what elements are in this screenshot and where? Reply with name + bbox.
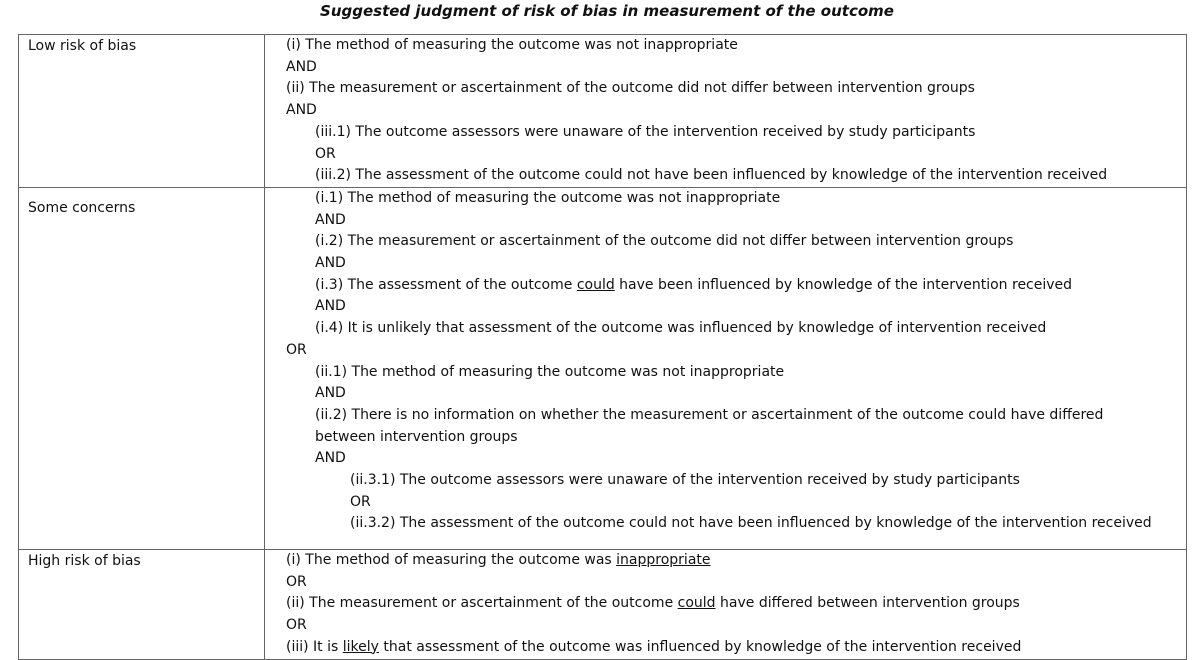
criterion-line: (i.1) The method of measuring the outcome was not inappropriate <box>315 189 781 206</box>
judgment-cell-some-concerns: Some concerns <box>19 187 265 549</box>
criterion-text: (i) The method of measuring the outcome was <box>286 551 617 568</box>
criterion-line <box>265 593 1186 615</box>
criterion-line: (iii.1) The outcome assessors were unaware of the intervention received by study participants <box>315 123 976 140</box>
criterion-line: (ii) The measurement or ascertainment of the outcome did not differ between intervention groups <box>286 80 975 97</box>
connector-line: AND <box>315 450 346 467</box>
connector-line: OR <box>286 341 307 358</box>
emphasis-text: could <box>576 276 615 293</box>
connector-line: AND <box>286 102 317 119</box>
connector-line: AND <box>286 58 317 75</box>
criteria-cell-low-risk <box>265 35 1187 188</box>
emphasis-text: likely <box>342 638 379 655</box>
criterion-line <box>265 637 1186 659</box>
criterion-line: (ii.1) The method of measuring the outcome was not inappropriate <box>315 363 785 380</box>
connector-line: OR <box>286 617 307 634</box>
criterion-text: (i.3) The assessment of the outcome <box>315 276 577 293</box>
connector-line: OR <box>350 493 371 510</box>
connector-line: AND <box>315 385 346 402</box>
risk-of-bias-table <box>18 34 1187 660</box>
criterion-line <box>265 550 1186 572</box>
criterion-line: (i.4) It is unlikely that assessment of the outcome was influenced by knowledge of intervention received <box>315 320 1047 337</box>
criterion-line: (i.2) The measurement or ascertainment of the outcome did not differ between intervention groups <box>315 233 1014 250</box>
emphasis-text: could <box>677 595 716 612</box>
criterion-line: (ii.2) There is no information on whether the measurement or ascertainment of the outcome could have differed between intervention groups <box>315 406 1104 445</box>
connector-line: AND <box>315 298 346 315</box>
criterion-line <box>265 275 1186 297</box>
criteria-cell-high-risk <box>265 549 1187 659</box>
criterion-line: (iii.2) The assessment of the outcome could not have been influenced by knowledge of the intervention received <box>315 167 1108 184</box>
connector-line: AND <box>315 255 346 272</box>
criterion-text: that assessment of the outcome was influenced by knowledge of the intervention received <box>378 638 1022 655</box>
criterion-text: (ii) The measurement or ascertainment of the outcome <box>286 595 678 612</box>
judgment-cell-high-risk: High risk of bias <box>19 549 265 659</box>
connector-line: AND <box>315 211 346 228</box>
judgment-cell-low-risk: Low risk of bias <box>19 35 265 188</box>
criterion-text: have differed between intervention groups <box>715 595 1020 612</box>
page-title: Suggested judgment of risk of bias in measurement of the outcome <box>320 2 894 20</box>
criterion-line: (i) The method of measuring the outcome was not inappropriate <box>286 37 738 53</box>
criterion-line: (ii.3.1) The outcome assessors were unaware of the intervention received by study participants <box>350 472 1020 489</box>
table-row-low-risk <box>19 35 1187 188</box>
table-row-some-concerns <box>19 187 1187 549</box>
table-row-high-risk <box>19 549 1187 659</box>
criterion-text: (iii) It is <box>286 638 343 655</box>
connector-line: OR <box>315 145 336 162</box>
connector-line: OR <box>286 573 307 590</box>
criterion-line: (ii.3.2) The assessment of the outcome could not have been influenced by knowledge of the intervention received <box>350 515 1152 532</box>
criterion-text: have been influenced by knowledge of the intervention received <box>614 276 1073 293</box>
criteria-cell-some-concerns <box>265 187 1187 549</box>
emphasis-text: inappropriate <box>616 551 711 568</box>
